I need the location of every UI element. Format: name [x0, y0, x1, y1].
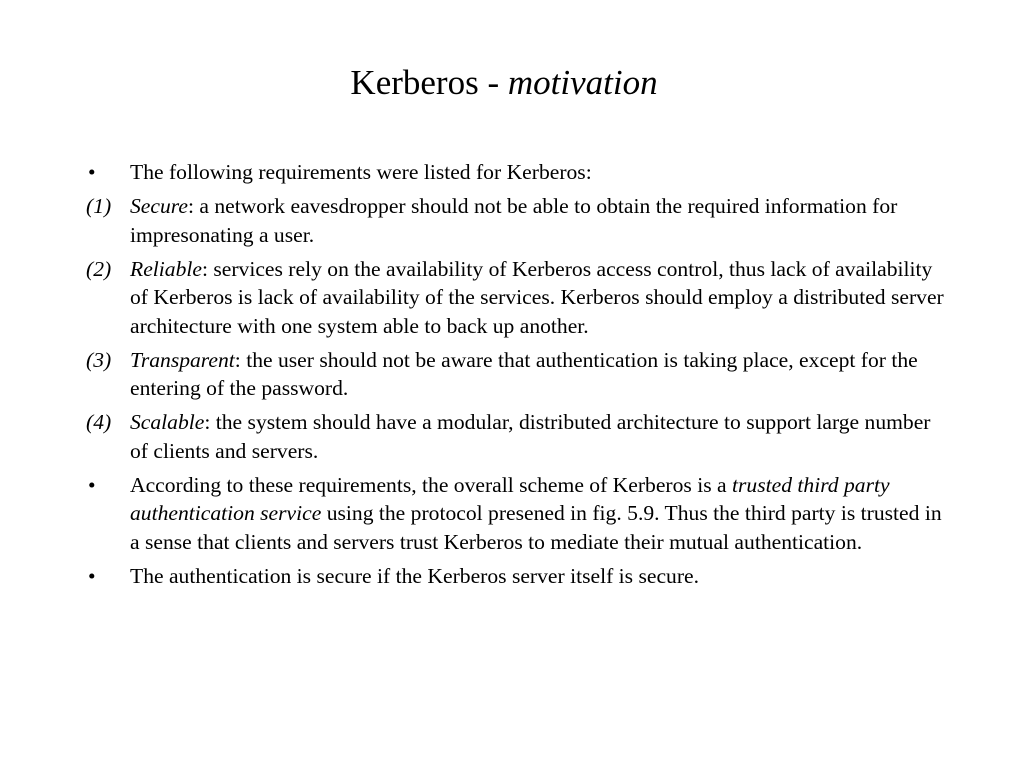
requirement-text: : a network eavesdropper should not be able to obtain the required information for impresonating a user. [130, 194, 898, 247]
requirement-text: : the user should not be aware that authentication is taking place, except for the entering of the password. [130, 347, 918, 400]
requirement-number: (2) [86, 256, 112, 281]
requirement-term: Transparent [130, 347, 235, 372]
bullet-marker: • [88, 563, 96, 588]
requirement-item-secure [86, 192, 946, 249]
requirement-term: Secure [130, 194, 188, 218]
requirement-text: : services rely on the availability of Kerberos access control, thus lack of availability of Kerberos is lack of availability of the services. Kerberos should employ a distributed server architecture with one system able to back up another. [130, 256, 944, 338]
slide-title-emphasis: motivation [507, 63, 658, 102]
requirement-number: (1) [86, 194, 112, 218]
bullet-item-scheme [86, 471, 946, 557]
bullet-item-intro [86, 158, 946, 187]
bullet-marker: • [88, 160, 96, 184]
requirement-number: (3) [86, 347, 112, 372]
requirement-term: Scalable [130, 410, 205, 434]
bullet-text-after: using the protocol presened in fig. 5.9. Thus the third party is trusted in a sense that clients and servers trust Kerberos to mediate their mutual authentication. [130, 501, 942, 554]
requirement-number: (4) [86, 410, 112, 434]
requirement-text: : the system should have a modular, distributed architecture to support large number of clients and servers. [130, 410, 931, 463]
requirement-item-reliable [86, 255, 946, 341]
requirement-item-transparent [86, 346, 946, 403]
bullet-text: The following requirements were listed for Kerberos: [130, 160, 592, 184]
bullet-text: The authentication is secure if the Kerberos server itself is secure. [130, 563, 700, 588]
slide-title-main: Kerberos - [350, 63, 508, 102]
requirement-item-scalable [86, 408, 946, 465]
slide-title [0, 62, 1008, 104]
bullet-marker: • [88, 472, 96, 497]
bullet-text-before: According to these requirements, the overall scheme of Kerberos is a [130, 472, 733, 497]
bullet-item-security [86, 562, 946, 591]
bullet-text-emphasis: trusted third party authentication service [130, 472, 890, 525]
bullet-list [86, 158, 946, 596]
requirement-term: Reliable [130, 256, 202, 281]
